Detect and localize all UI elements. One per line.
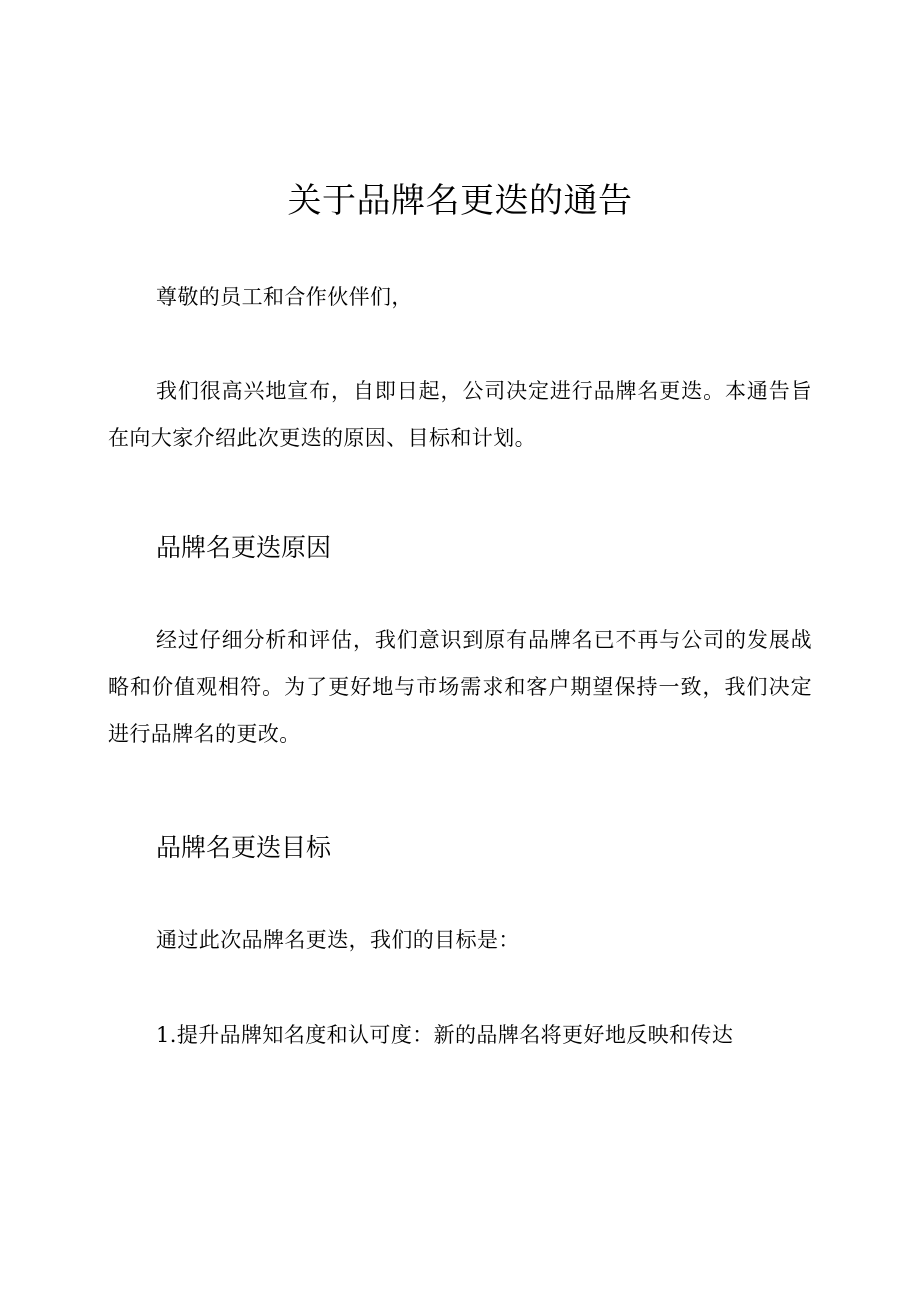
goal-item-1-paragraph: 1.提升品牌知名度和认可度：新的品牌名将更好地反映和传达 [156,1023,734,1047]
section-heading-reason: 品牌名更迭原因 [156,533,332,562]
reason-paragraph: 经过仔细分析和评估，我们意识到原有品牌名已不再与公司的发展战略和价值观相符。为了更好地与市场需求和客户期望保持一致，我们决定进行品牌名的更改。 [108,628,812,746]
goal-intro-paragraph: 通过此次品牌名更迭，我们的目标是： [156,928,520,952]
intro-paragraph: 我们很高兴地宣布，自即日起，公司决定进行品牌名更迭。本通告旨在向大家介绍此次更迭的原因、目标和计划。 [108,379,812,450]
document-title: 关于品牌名更迭的通告 [287,181,633,221]
greeting-paragraph: 尊敬的员工和合作伙伴们， [156,285,413,309]
section-heading-goal: 品牌名更迭目标 [156,833,332,862]
